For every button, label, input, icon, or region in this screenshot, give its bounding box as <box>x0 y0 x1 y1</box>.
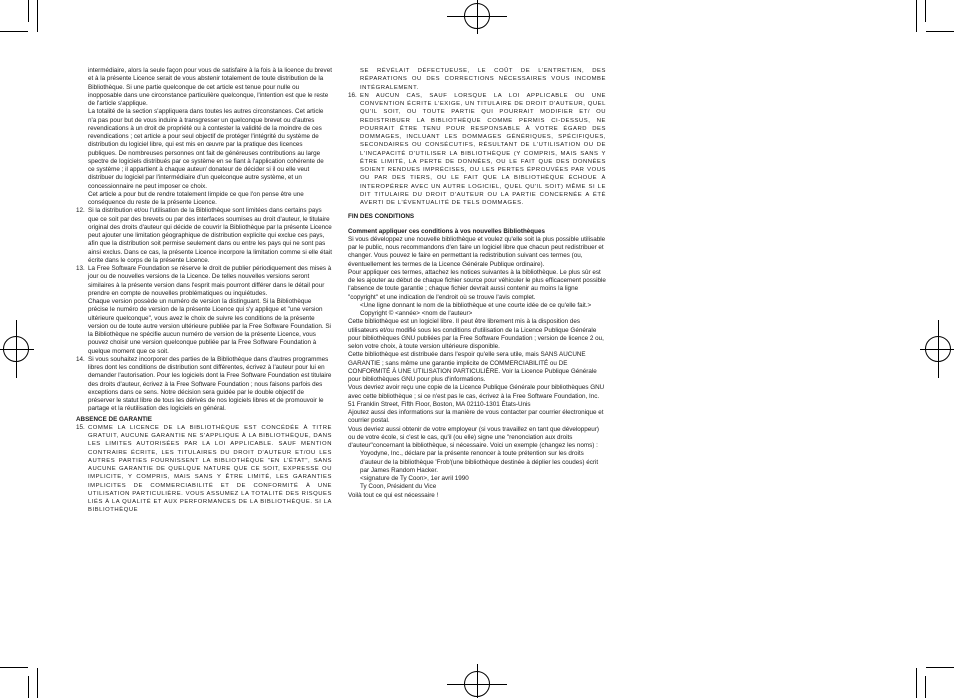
paragraph: Ty Coon, Président du Vice <box>360 483 437 491</box>
crop-mark <box>28 0 29 22</box>
registration-line <box>447 16 507 17</box>
clause-12 <box>76 207 332 265</box>
paragraph: <signature de Ty Coon>, 1er avril 1990 <box>360 475 469 482</box>
crop-mark <box>37 0 38 32</box>
registration-line <box>477 664 478 698</box>
crop-mark <box>926 31 954 32</box>
paragraph: Ajoutez aussi des informations sur la manière de vous contacter par courrier électronique et courrier postal. <box>348 409 604 425</box>
clause-13 <box>76 265 332 356</box>
left-column <box>76 67 332 515</box>
registration-line <box>477 0 478 34</box>
paragraph: Cette bibliothèque est distribuée dans l'espoir qu'elle sera utile, mais SANS AUCUNE GARANTIE ; sans même une garantie implicite de COMMERCIABILITÉ ou DE CONFORMITÉ À UNE UTILISATION PARTICULIÈRE. Voir la Licence Publique Générale pour bibliothèques GNU pour plus d'informations. <box>348 351 597 383</box>
paragraph: La totalité de la section s'appliquera dans toutes les autres circonstances. Cet article n'a pas pour but de vous induire à transgresser un quelconque brevet ou d'autres revendications à un droit de propriété ou à contester la validité de la moindre de ces revendications ; cet article a pour seul objectif de protéger l'intégrité du système de distribution du logiciel libre, qui est mis en œuvre par la pratique des licences publiques. De nombreuses personnes ont fait de généreuses contributions au large spectre de logiciels distribués par ce système en se fiant à l'application cohérente de ce système ; il appartient à chaque auteur/ donateur de décider si il ou elle veut distribuer du logiciel par l'intermédiaire d'un quelconque autre système, et un concessionnaire ne peut imposer ce choix. <box>88 108 324 190</box>
registration-line <box>920 349 954 350</box>
paragraph: Si vous développez une nouvelle bibliothèque et voulez qu'elle soit la plus possible utilisable par le public, nous recommandons d'en faire un logiciel libre que chacun peut redistribuer et changer. Vous pouvez le faire en permettant la redistribution suivant ces termes (ou, éventuellement les termes de la Licence Générale Publique ordinaire). <box>348 235 606 268</box>
clause-16 <box>348 92 606 208</box>
crop-mark <box>28 676 29 698</box>
paragraph: Cette bibliothèque est un logiciel libre. Il peut être librement mis à la disposition des utilisateurs et/ou modifié sous les conditions d'utilisation de la Licence Publique Générale pour bibliothèques GNU publiées par la Free Software Foundation ; version de licence 2 ou, selon votre choix, à toute version ultérieure disponible. <box>348 318 604 350</box>
paragraph: <Une ligne donnant le nom de la bibliothèque et une courte idée de ce qu'elle fait.> <box>360 301 592 309</box>
crop-mark <box>37 668 38 698</box>
clause-number: 15. <box>76 423 85 431</box>
clause-number: 12. <box>76 207 85 215</box>
clause-number: 14. <box>76 355 85 363</box>
crop-mark <box>925 0 926 22</box>
paragraph: Cet article a pour but de rendre totalement limpide ce que l'on pense être une conséquence du reste de la présente Licence. <box>88 190 304 206</box>
registration-line <box>16 320 17 378</box>
clause-14 <box>76 356 332 414</box>
crop-mark <box>926 667 954 668</box>
paragraph: COMME LA LICENCE DE LA BIBLIOTHÈQUE EST CONCÉDÉE À TITRE GRATUIT, AUCUNE GARANTIE NE S'APPLIQUE À LA BIBLIOTHÈQUE, DANS LES LIMITES AUTORISÉES PAR LA LOI APPLICABLE. SAUF MENTION CONTRAIRE ÉCRITE, LES TITULAIRES DU DROIT D'AUTEUR ET/OU LES AUTRES PARTIES FOURNISSENT LA BIBLIOTHÈQUE "EN L'ÉTAT", SANS AUCUNE GARANTIE DE QUELQUE NATURE QUE CE SOIT, EXPRESSE OU IMPLICITE, Y COMPRIS, MAIS SANS Y ÊTRE LIMITÉ, LES GARANTIES IMPLICITES DE COMMERCIABILITÉ ET DE CONFORMITÉ À UNE UTILISATION PARTICULIÈRE. VOUS ASSUMEZ LA TOTALITÉ DES RISQUES LIÉS À LA QUALITÉ ET AUX PERFORMANCES DE LA BIBLIOTHÈQUE. SI LA BIBLIOTHÈQUE <box>88 424 332 514</box>
section-heading: FIN DES CONDITIONS <box>348 213 415 221</box>
registration-line <box>0 349 34 350</box>
registration-line <box>938 320 939 378</box>
clause-number: 13. <box>76 265 85 272</box>
clause-15 <box>76 424 332 515</box>
paragraph: Chaque version possède un numéro de version la distinguant. Si la Bibliothèque précise le numéro de version de la présente Licence qui s'y applique et "une version ultérieure quelconque", vous avez le choix de suivre les conditions de la présente version ou de toute autre version ultérieure publiée par la Free Software Foundation. Si la Bibliothèque ne spécifie aucun numéro de version de la présente Licence, vous pouvez choisir une version quelconque publiée par la Free Software Foundation à quelque moment que ce soit. <box>88 298 331 355</box>
section-subheading: Comment appliquer ces conditions à vos nouvelles Bibliothèques <box>348 227 545 235</box>
paragraph: EN AUCUN CAS, SAUF LORSQUE LA LOI APPLICABLE OU UNE CONVENTION ÉCRITE L'EXIGE, UN TITULAIRE DE DROIT D'AUTEUR, QUEL QU'IL SOIT, OU TOUTE PARTIE QUI POURRAIT MODIFIER ET/ OU REDISTRIBUER LA BIBLIOTHÈQUE COMME PERMIS CI-DESSUS, NE POURRAIT ÊTRE TENU POUR RESPONSABLE À VOTRE ÉGARD DES DOMMAGES, INCLUANT LES DOMMAGES GÉNÉRIQUES, SPÉCIFIQUES, SECONDAIRES OU CONSÉCUTIFS, RÉSULTANT DE L'UTILISATION OU DE L'INCAPACITÉ D'UTILISER LA BIBLIOTHÈQUE (Y COMPRIS, MAIS SANS Y ÊTRE LIMITÉ, LA PERTE DE DONNÉES, OU LE FAIT QUE DES DONNÉES SOIENT RENDUES IMPRÉCISES, OU LES PERTES ÉPROUVÉES PAR VOUS OU PAR DES TIERS, OU LE FAIT QUE LA BIBLIOTHÈQUE ÉCHOUE À INTEROPÉRER AVEC UN AUTRE LOGICIEL, QUEL QU'IL SOIT) MÊME SI LE DIT TITULAIRE DU DROIT D'AUTEUR OU LA PARTIE CONCERNÉE A ÉTÉ AVERTI DE L'ÉVENTUALITÉ DE TELS DOMMAGES. <box>360 92 606 206</box>
registration-line <box>447 684 507 685</box>
paragraph: Vous devriez avoir reçu une copie de la Licence Publique Générale pour bibliothèques GNU avec cette bibliothèque ; si ce n'est pas le cas, écrivez à la Free Software Foundation, Inc. 51 Franklin Street, Fifth Floor, Boston, MA 02110-1301 États-Unis <box>348 384 605 408</box>
crop-mark <box>0 31 28 32</box>
crop-mark <box>925 676 926 698</box>
paragraph: Yoyodyne, Inc., déclare par la présente renoncer à toute prétention sur les droits d'auteur de la bibliothèque 'Frob'(une bibliothèque destinée à déplier les coudes) écrit par James Random Hacker. <box>360 450 599 474</box>
crop-mark <box>0 667 28 668</box>
crop-mark <box>916 0 917 32</box>
paragraph: La Free Software Foundation se réserve le droit de publier périodiquement des mises à jour ou de nouvelles versions de la Licence. De telles nouvelles versions seront similaires à la présente version dans l'esprit mais pourront différer dans le détail pour prendre en compte de nouvelles problématiques ou inquiétudes. <box>88 265 332 297</box>
paragraph: Si la distribution et/ou l'utilisation de la Bibliothèque sont limitées dans certains pays que ce soit par des brevets ou par des interfaces soumises au droit d'auteur, le titulaire original des droits d'auteur qui décide de couvrir la Bibliothèque par la présente Licence peut ajouter une limitation géographique de distribution explicite qui exclue ces pays, afin que la distribution soit permise seulement dans ou entre les pays qui ne sont pas ainsi exclus. Dans ce cas, la présente Licence incorpore la limitation comme si elle était écrite dans le corps de la présente Licence. <box>88 207 332 264</box>
clause-number: 16. <box>348 91 357 99</box>
paragraph: SE RÉVÉLAIT DÉFECTUEUSE, LE COÛT DE L'ENTRETIEN, DES RÉPARATIONS OU DES CORRECTIONS NÉCESSAIRES VOUS INCOMBE INTÉGRALEMENT. <box>360 68 606 91</box>
right-column <box>348 67 606 500</box>
paragraph: Copyright © <année> <nom de l'auteur> <box>360 310 473 317</box>
section-heading: ABSENCE DE GARANTIE <box>76 415 152 423</box>
paragraph: Pour appliquer ces termes, attachez les notices suivantes à la bibliothèque. Le plus sûr est de les ajouter au début de chaque fichier source pour véhiculer le plus efficacement possible l'absence de toute garantie ; chaque fichier devrait aussi contenir au moins la ligne "copyright" et une indication de l'endroit où se trouve l'avis complet. <box>348 268 606 301</box>
paragraph: Si vous souhaitez incorporer des parties de la Bibliothèque dans d'autres programmes libres dont les conditions de distribution sont différentes, écrivez à l'auteur pour lui en demander l'autorisation. Pour les logiciels dont la Free Software Foundation est titulaire des droits d'auteur, écrivez à la Free Software Foundation ; nous faisons parfois des exceptions dans ce sens. Notre décision sera guidée par le double objectif de préserver le statut libre de tous les dérivés de nos logiciels libres et de promouvoir le partage et la réutilisation des logiciels en général. <box>88 355 332 413</box>
paragraph: Voilà tout ce qui est nécessaire ! <box>348 491 439 499</box>
paragraph: intermédiaire, alors la seule façon pour vous de satisfaire à la fois à la licence du brevet et à la présente Licence serait de vous abstenir totalement de toute distribution de la Bibliothèque. Si une partie quelconque de cet article est tenue pour nulle ou inopposable dans une circonstance particulière quelconque, l'intention est que le reste de l'article s'applique. <box>88 67 332 107</box>
paragraph: Vous devriez aussi obtenir de votre employeur (si vous travaillez en tant que développeur) ou de votre école, si c'est le cas, qu'il (ou elle) signe une "renonciation aux droits d'auteur"concernant la bibliothèque, si nécessaire. Voici un exemple (changez les noms) : <box>348 425 599 449</box>
crop-mark <box>916 668 917 698</box>
